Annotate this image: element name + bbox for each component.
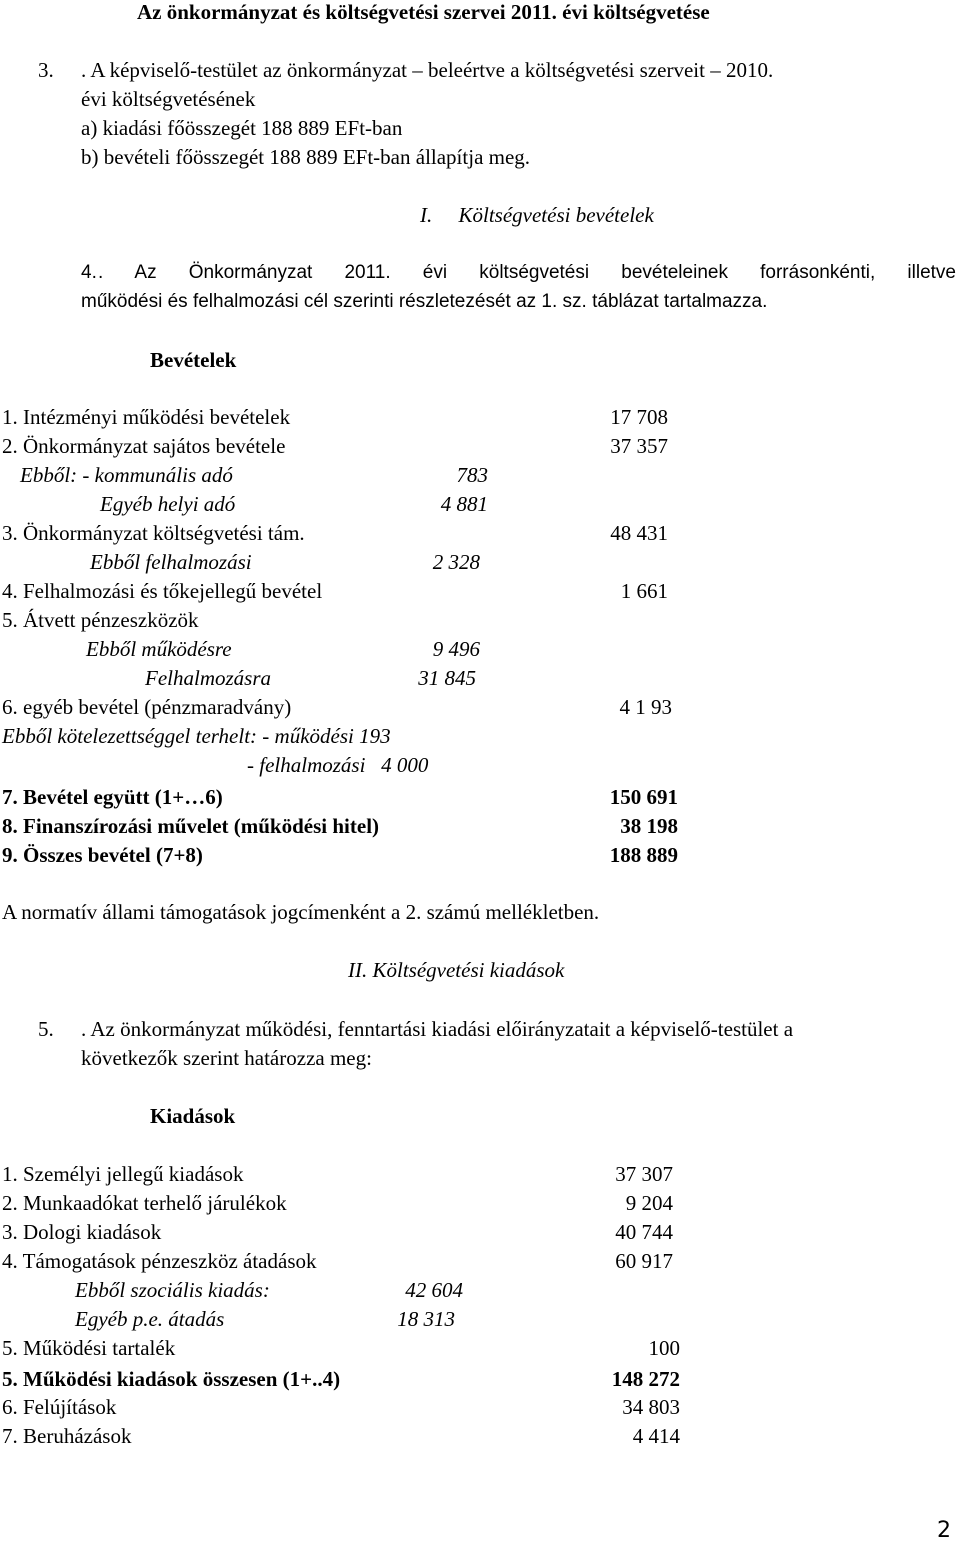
expense-label: 6. Felújítások [2,1395,117,1419]
expense-value: 100 [648,1336,680,1360]
revenue-label: 6. egyéb bevétel (pénzmaradvány) [2,695,292,719]
revenue-sub-value: 783 [456,463,488,487]
normativ-note: A normatív állami támogatások jogcímenként a 2. számú mellékletben. [2,900,600,924]
section-5-line-2: következők szerint határozza meg: [81,1046,372,1070]
revenue-sub-value: 9 496 [432,637,480,661]
revenue-total-value: 150 691 [609,785,678,809]
revenue-sub-value: 31 845 [418,666,476,690]
revenue-value: 17 708 [610,405,668,429]
expense-sub-value: 18 313 [397,1307,455,1331]
expense-label: 4. Támogatások pénzeszköz átadások [2,1249,317,1273]
revenue-total-label: 8. Finanszírozási művelet (működési hitel) [2,814,380,838]
expense-total-label: 5. Működési kiadások összesen (1+..4) [2,1367,341,1391]
section-3-line-2: évi költségvetésének [81,87,256,111]
revenue-total-value: 188 889 [609,843,678,867]
revenue-value: 4 1 93 [619,695,672,719]
heading-revenues: I. Költségvetési bevételek [420,203,654,227]
expense-value: 40 744 [615,1220,673,1244]
expense-label: 3. Dologi kiadások [2,1220,162,1244]
revenue-total-label: 9. Összes bevétel (7+8) [2,843,203,867]
expense-label: 7. Beruházások [2,1424,132,1448]
revenue-label: 5. Átvett pénzeszközök [2,608,199,632]
revenue-total-value: 38 198 [620,814,678,838]
page-number: 2 [937,1518,951,1543]
expense-label: 1. Személyi jellegű kiadások [2,1162,244,1186]
revenue-sub-value: 2 328 [432,550,480,574]
section-3-item-a: a) kiadási főösszegét 188 889 EFt-ban [81,116,403,140]
section-4-number: 4. [81,262,97,283]
expense-value: 4 414 [632,1424,680,1448]
section-4-line-2: működési és felhalmozási cél szerinti részletezését az 1. sz. táblázat tartalmazza. [81,291,768,312]
revenue-sub-label: Ebből kötelezettséggel terhelt: - működési 193 [2,724,391,748]
heading-expenses: II. Költségvetési kiadások [348,958,565,982]
expense-label: 5. Működési tartalék [2,1336,176,1360]
section-4-line-1: . Az Önkormányzat 2011. évi költségvetési bevételeinek forrásonkénti, illetve [98,262,956,283]
expense-value: 34 803 [622,1395,680,1419]
revenue-label: 3. Önkormányzat költségvetési tám. [2,521,305,545]
expenses-title: Kiadások [150,1104,236,1128]
revenue-sub-label: - felhalmozási 4 000 [247,753,429,777]
revenue-value: 37 357 [610,434,668,458]
revenue-title: Bevételek [150,348,237,372]
revenue-sub-label: Ebből működésre [86,637,232,661]
section-3-item-b: b) bevételi főösszegét 188 889 EFt-ban állapítja meg. [81,145,531,169]
revenue-sub-label: Ebből felhalmozási [90,550,252,574]
section-3-line-1: . A képviselő-testület az önkormányzat – beleértve a költségvetési szerveit – 2010. [81,58,774,82]
expense-label: 2. Munkaadókat terhelő járulékok [2,1191,287,1215]
revenue-sub-label: Egyéb helyi adó [100,492,236,516]
expense-value: 60 917 [615,1249,673,1273]
expense-sub-value: 42 604 [405,1278,463,1302]
revenue-total-label: 7. Bevétel együtt (1+…6) [2,785,223,809]
revenue-label: 2. Önkormányzat sajátos bevétele [2,434,286,458]
section-5-number: 5. [38,1017,54,1041]
expense-total-value: 148 272 [611,1367,680,1391]
revenue-value: 48 431 [610,521,668,545]
revenue-label: 1. Intézményi működési bevételek [2,405,291,429]
expense-value: 37 307 [615,1162,673,1186]
expense-value: 9 204 [625,1191,673,1215]
revenue-label: 4. Felhalmozási és tőkejellegű bevétel [2,579,323,603]
section-3-number: 3. [38,58,54,82]
document-title: Az önkormányzat és költségvetési szervei 2011. évi költségvetése [137,0,710,24]
revenue-value: 1 661 [620,579,668,603]
expense-sub-label: Egyéb p.e. átadás [75,1307,225,1331]
revenue-sub-value: 4 881 [440,492,488,516]
section-5-line-1: . Az önkormányzat működési, fenntartási kiadási előirányzatait a képviselő-testület a [81,1017,794,1041]
expense-sub-label: Ebből szociális kiadás: [75,1278,270,1302]
revenue-sub-label: Felhalmozásra [145,666,271,690]
revenue-sub-label: Ebből: - kommunális adó [20,463,233,487]
